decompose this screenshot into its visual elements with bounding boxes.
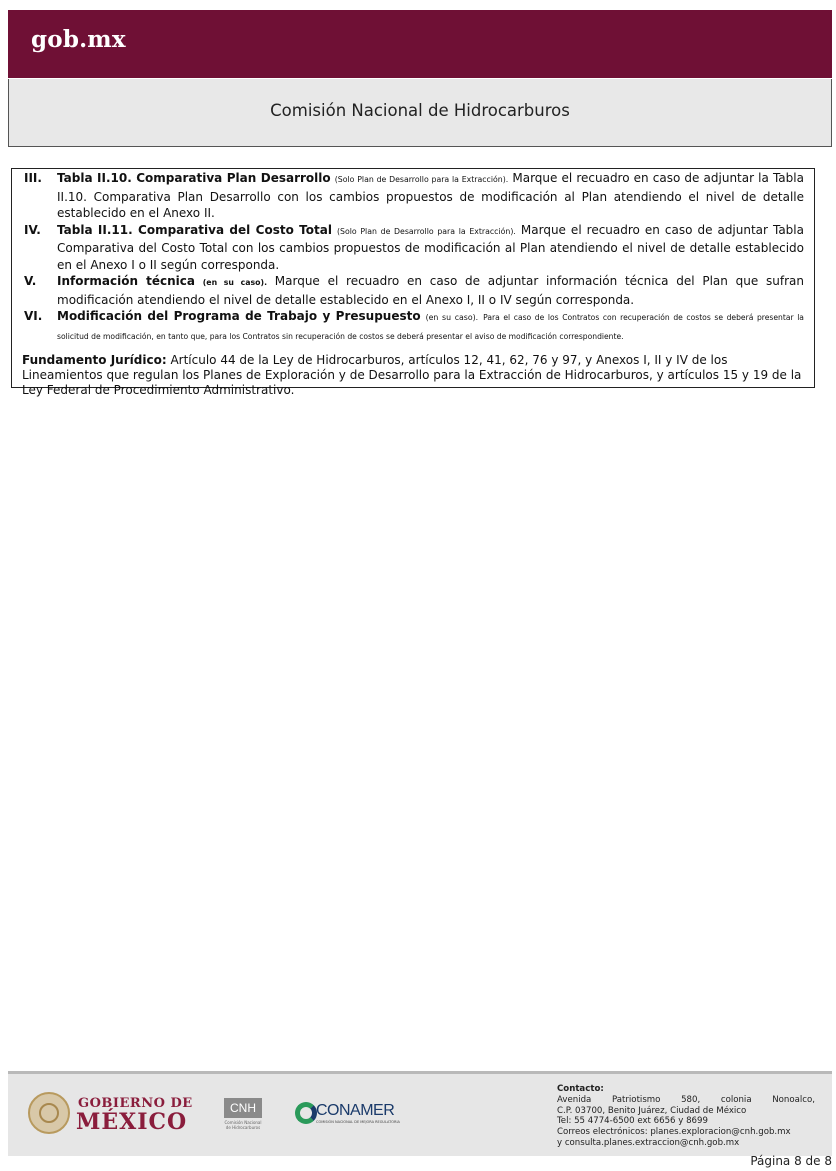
item-text: Marque el recuadro en caso de adjuntar la Tabla II.10. Comparativa Plan Desarrollo con los cambios propuestos de modificación al Plan atendiendo el nivel de detalle establecido en el Anexo II. (57, 171, 804, 220)
gobierno-logo-line1: GOBIERNO DE (78, 1096, 193, 1111)
requirements-box (11, 168, 815, 397)
item-number: VI. (24, 309, 43, 323)
list-item-iv (22, 222, 804, 274)
item-note: (Solo Plan de Desarrollo para la Extracción). (336, 226, 516, 236)
institution-header (8, 79, 832, 147)
contact-address: Avenida Patriotismo 580, colonia Nonoalco, (557, 1094, 815, 1105)
item-number: V. (24, 274, 37, 288)
list-item-v (22, 273, 804, 308)
list-item-iii (22, 170, 804, 222)
contact-email-1[interactable]: Correos electrónicos: planes.exploracion@cnh.gob.mx (557, 1127, 791, 1138)
legal-basis-label: Fundamento Jurídico: (22, 353, 167, 367)
contact-city: C.P. 03700, Benito Juárez, Ciudad de México (557, 1105, 747, 1116)
item-note: (en su caso). (425, 313, 479, 322)
list-item-vi (22, 308, 804, 343)
gobierno-logo-line2: MÉXICO (76, 1109, 188, 1135)
item-text: Marque el recuadro en caso de adjuntar Tabla Comparativa del Costo Total con los cambios propuestos de modificación al Plan atendiendo el nivel de detalle establecido en el Anexo I o II según corresponda. (57, 222, 804, 272)
item-title: Modificación del Programa de Trabajo y Presupuesto (57, 309, 421, 323)
conamer-logo-subtitle: COMISIÓN NACIONAL DE MEJORA REGULATORIA (316, 1120, 400, 1124)
conamer-logo: CONAMER (316, 1102, 395, 1119)
contact-info (557, 1084, 815, 1149)
contact-email-2[interactable]: y consulta.planes.extraccion@cnh.gob.mx (557, 1137, 740, 1148)
item-title: Tabla II.11. Comparativa del Costo Total (57, 222, 332, 237)
item-title: Tabla II.10. Comparativa Plan Desarrollo (57, 171, 331, 185)
institution-title: Comisión Nacional de Hidrocarburos (270, 101, 570, 120)
top-header-bar (8, 10, 832, 78)
item-note: (Solo Plan de Desarrollo para la Extracción). (334, 175, 509, 184)
contact-phone: Tel: 55 4774-6500 ext 6656 y 8699 (557, 1116, 708, 1127)
contact-title: Contacto: (557, 1084, 604, 1094)
item-note: (en su caso). (202, 278, 268, 287)
item-text: Para el caso de los Contratos con recuperación de costos se deberá presentar la solicitud de modificación, en tanto que, para los Contratos sin recuperación de costos se deberá presentar el aviso de modificación correspondiente. (57, 313, 804, 341)
item-title: Información técnica (57, 274, 195, 288)
cnh-logo-subtitle: Comisión Nacional de Hidrocarburos (224, 1120, 262, 1130)
item-number: III. (24, 171, 42, 185)
item-number: IV. (24, 222, 41, 237)
item-text: Marque el recuadro en caso de adjuntar información técnica del Plan que sufran modificación atendiendo el nivel de detalle establecido en el Anexo I, II o IV según corresponda. (57, 274, 804, 307)
cnh-logo: CNH (224, 1098, 262, 1118)
conamer-icon (295, 1102, 317, 1124)
page-number: Página 8 de 8 (750, 1154, 832, 1168)
page-footer (8, 1071, 832, 1156)
national-emblem-icon (28, 1092, 70, 1134)
legal-basis (22, 353, 804, 398)
gobmx-logo[interactable]: gob.mx (31, 26, 126, 53)
legal-basis-text: Artículo 44 de la Ley de Hidrocarburos, artículos 12, 41, 62, 76 y 97, y Anexos I, II y IV de los Lineamientos que regulan los Planes de Exploración y de Desarrollo para la Extracción de Hidrocarburos, y artículos 15 y 19 de la Ley Federal de Procedimiento Administrativo. (22, 353, 802, 397)
